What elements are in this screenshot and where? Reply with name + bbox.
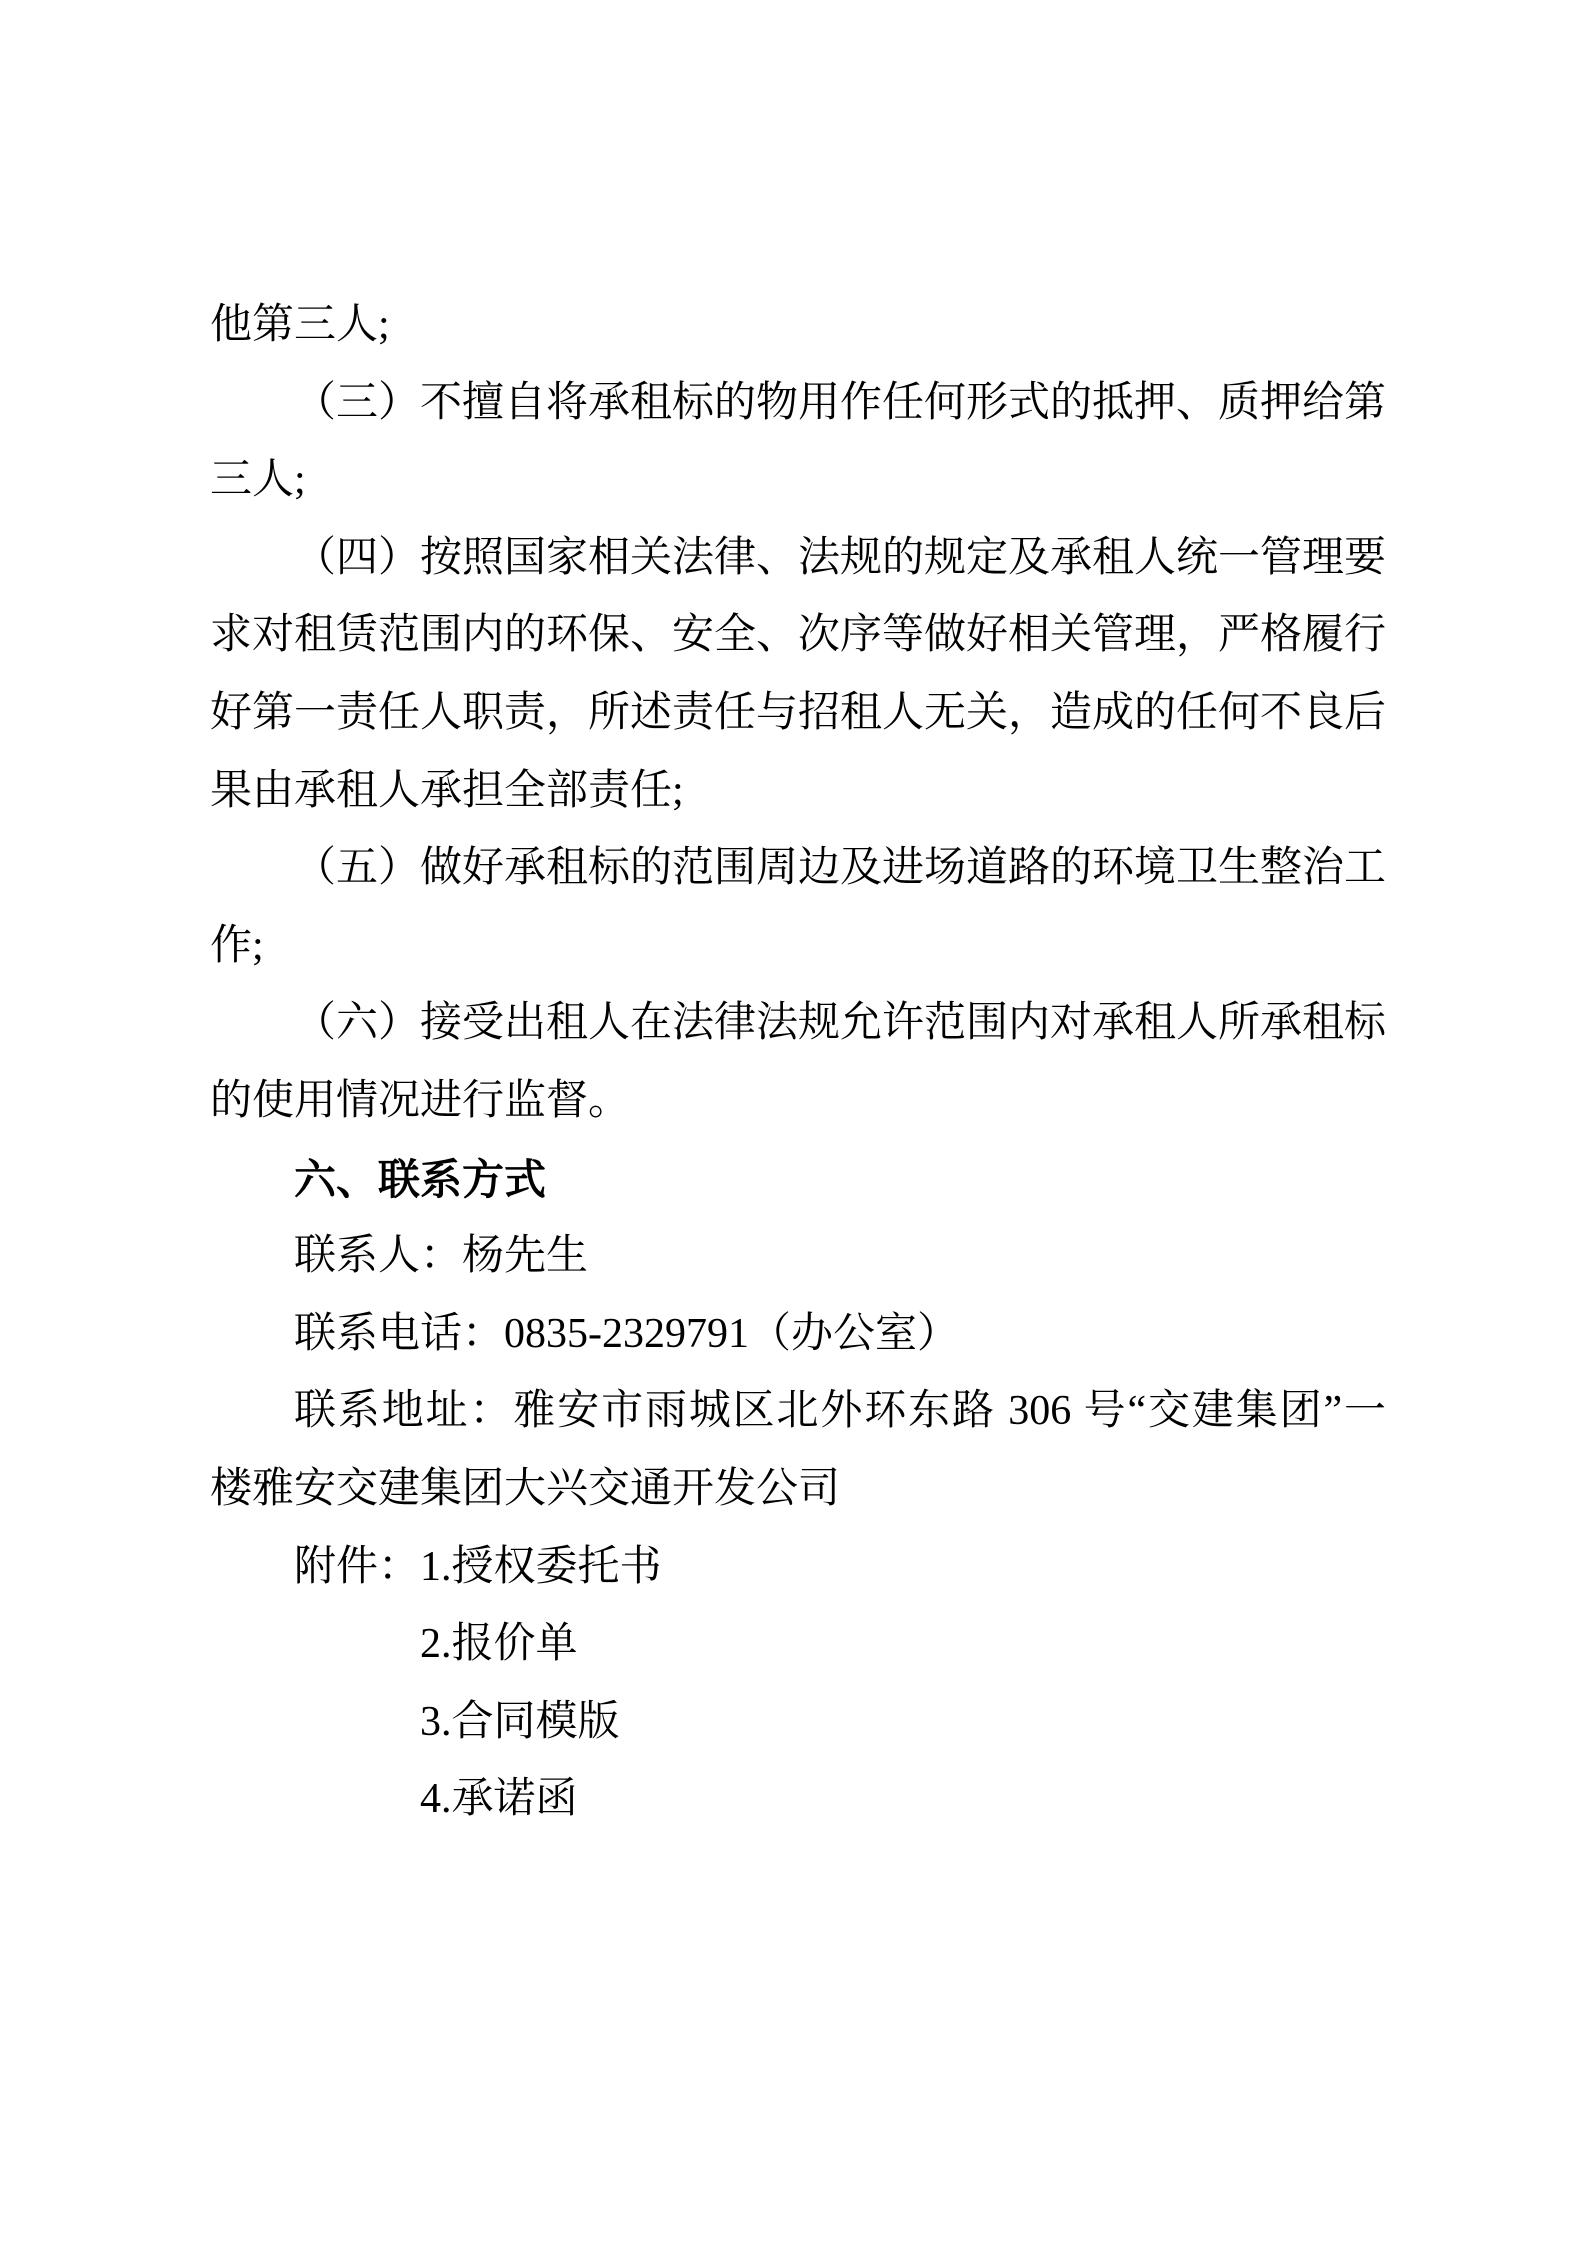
- document-content: [210, 287, 1386, 1839]
- doc-line-contact-phone: 联系电话：0835-2329791（办公室）: [294, 1310, 959, 1357]
- doc-line-third-party-cont: 他第三人;: [210, 302, 390, 348]
- doc-line-clause-3-cont: 三人;: [210, 457, 306, 504]
- doc-line-clause-4-cont-2: 好第一责任人职责，所述责任与招租人无关，造成的任何不良后: [210, 689, 1387, 736]
- doc-line-clause-6: （六）接受出租人在法律法规允许范围内对承租人所承租标: [294, 1000, 1387, 1047]
- doc-line-attachment-4: 4.承诺函: [420, 1776, 578, 1823]
- doc-line-attachment-1: 附件：1.授权委托书: [294, 1543, 662, 1590]
- doc-line-clause-3: （三）不擅自将承租标的物用作任何形式的抵押、质押给第: [294, 379, 1387, 426]
- doc-line-clause-4-cont-3: 果由承租人承担全部责任;: [210, 767, 684, 814]
- doc-line-clause-5: （五）做好承租标的范围周边及进场道路的环境卫生整治工: [294, 845, 1387, 892]
- doc-line-clause-4-cont-1: 求对租赁范围内的环保、安全、次序等做好相关管理，严格履行: [210, 612, 1387, 659]
- doc-line-contact-person: 联系人：杨先生: [294, 1233, 589, 1280]
- doc-line-clause-4: （四）按照国家相关法律、法规的规定及承租人统一管理要: [294, 534, 1387, 581]
- doc-line-attachment-3: 3.合同模版: [420, 1698, 620, 1745]
- doc-line-contact-address-cont: 楼雅安交建集团大兴交通开发公司: [210, 1465, 841, 1512]
- doc-line-attachment-2: 2.报价单: [420, 1621, 578, 1668]
- doc-line-clause-6-cont: 的使用情况进行监督。: [210, 1077, 631, 1124]
- doc-line-contact-address: 联系地址：雅安市雨城区北外环东路 306 号“交建集团”一: [294, 1388, 1386, 1435]
- section-heading-contact: 六、联系方式: [294, 1155, 547, 1203]
- doc-line-clause-5-cont: 作;: [210, 922, 264, 969]
